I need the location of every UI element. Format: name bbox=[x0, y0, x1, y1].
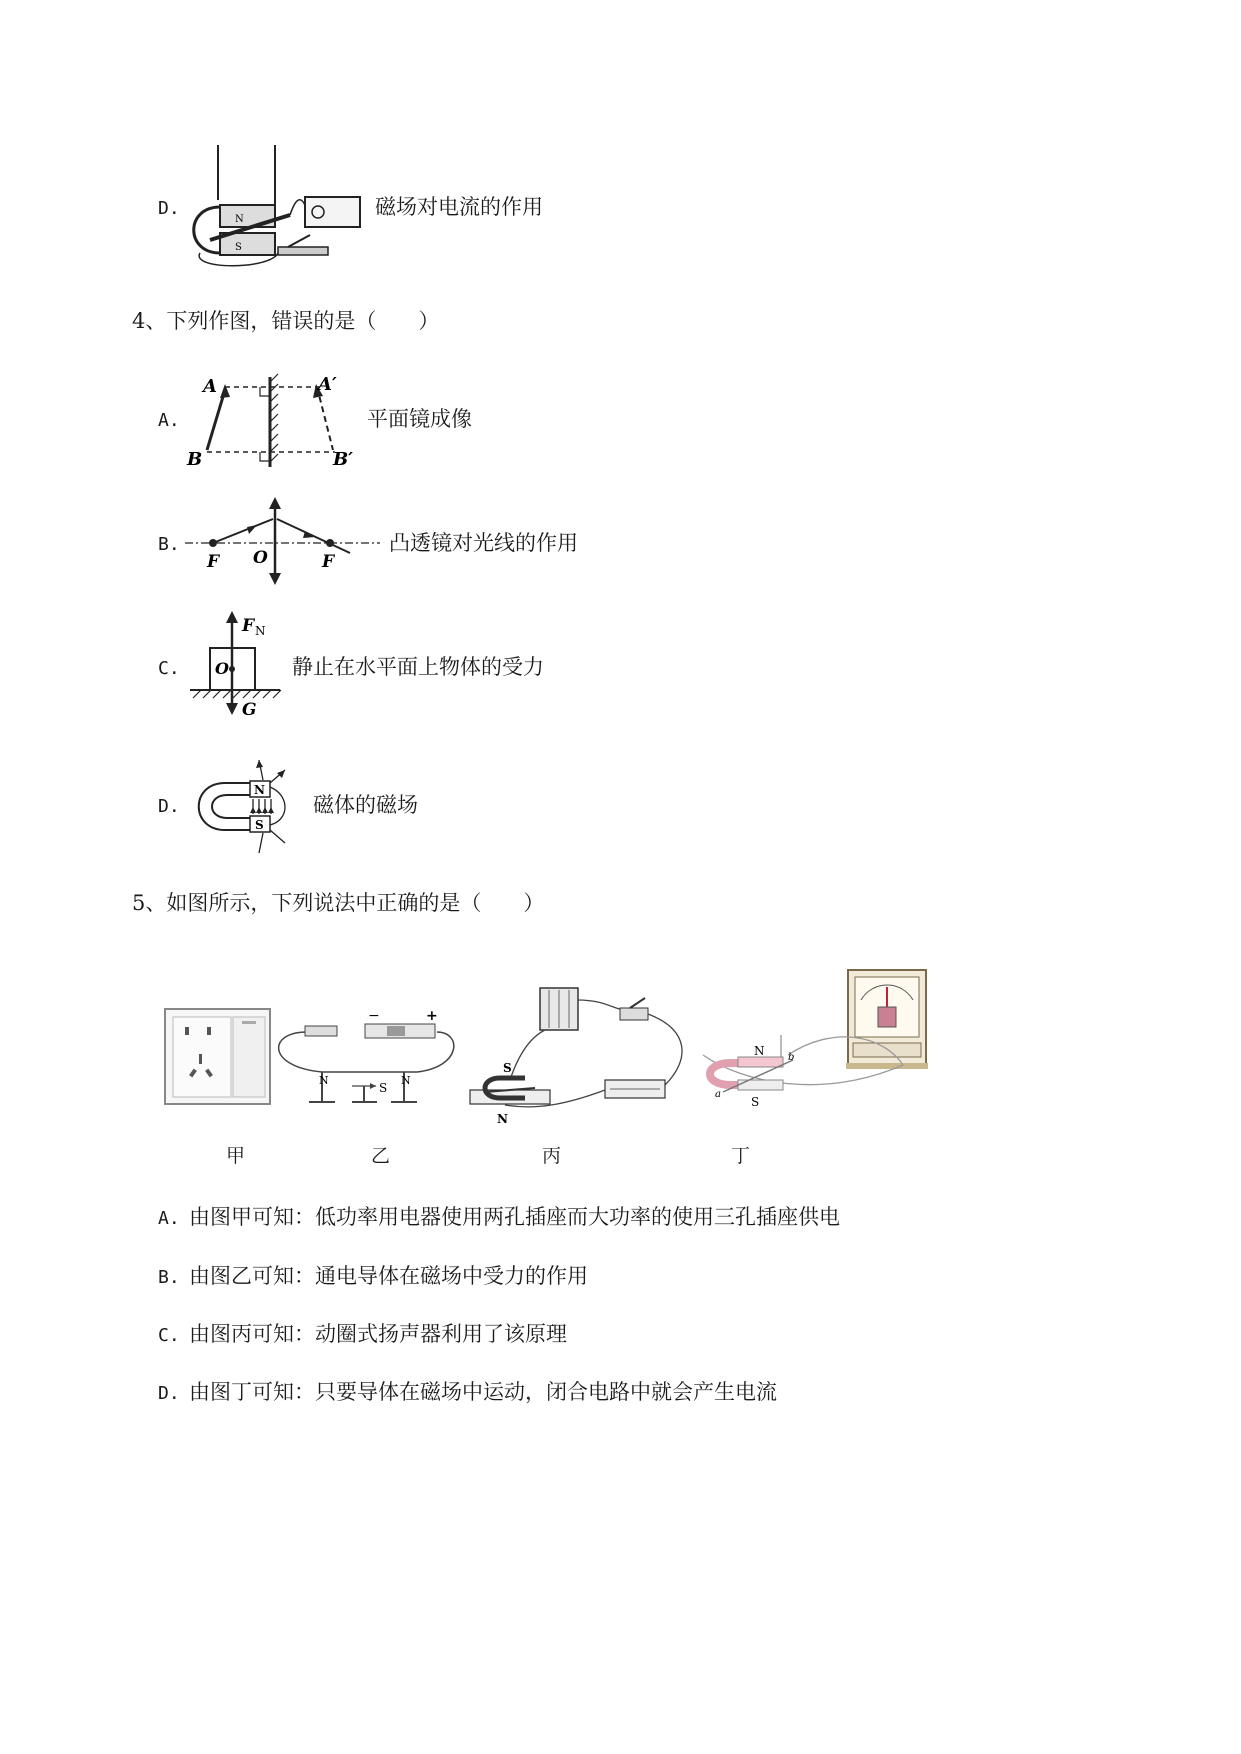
q5-caption-bing: 丙 bbox=[542, 1145, 562, 1167]
q5-b-label: B. bbox=[158, 1267, 180, 1288]
q4-c-figure bbox=[185, 608, 295, 718]
svg-text:+: + bbox=[426, 1008, 438, 1024]
q3-d-label: D. bbox=[158, 198, 180, 219]
q4-b-label: B. bbox=[158, 534, 180, 555]
svg-text:N: N bbox=[319, 1074, 329, 1087]
svg-text:B: B bbox=[187, 449, 203, 470]
q5-c-label: C. bbox=[158, 1325, 180, 1346]
q4-a-label: A. bbox=[158, 410, 180, 431]
q5-stem: 5、如图所示，下列说法中正确的是（ ） bbox=[132, 891, 545, 915]
q5-d-text: 由图丁可知：只要导体在磁场中运动，闭合电路中就会产生电流 bbox=[189, 1380, 777, 1404]
q4-d-text: 磁体的磁场 bbox=[313, 793, 418, 817]
q5-caption-yi: 乙 bbox=[371, 1145, 391, 1167]
svg-text:a: a bbox=[715, 1089, 721, 1100]
svg-text:N: N bbox=[254, 783, 265, 797]
svg-text:N: N bbox=[235, 214, 244, 225]
q4-c-label: C. bbox=[158, 658, 180, 679]
svg-text:N: N bbox=[754, 1044, 765, 1058]
svg-text:N: N bbox=[401, 1074, 411, 1087]
svg-text:F: F bbox=[207, 552, 220, 572]
q4-a-figure bbox=[185, 372, 365, 472]
q4-d-figure bbox=[185, 755, 305, 855]
svg-text:S: S bbox=[503, 1061, 512, 1075]
svg-text:S: S bbox=[751, 1095, 760, 1109]
svg-text:b: b bbox=[788, 1052, 795, 1063]
q4-b-text: 凸透镜对光线的作用 bbox=[389, 531, 578, 555]
q5-a-label: A. bbox=[158, 1208, 180, 1229]
q5-d-label: D. bbox=[158, 1383, 180, 1404]
q5-fig-bing bbox=[465, 980, 695, 1125]
svg-text:A: A bbox=[203, 376, 217, 397]
svg-text:B′: B′ bbox=[333, 449, 353, 470]
svg-text:G: G bbox=[242, 700, 257, 720]
q4-c-text: 静止在水平面上物体的受力 bbox=[292, 655, 544, 679]
q5-caption-jia: 甲 bbox=[226, 1145, 246, 1167]
svg-text:F: F bbox=[322, 552, 335, 572]
q4-a-text: 平面镜成像 bbox=[367, 407, 472, 431]
svg-text:S: S bbox=[255, 818, 264, 832]
svg-text:A′: A′ bbox=[318, 374, 337, 395]
q5-fig-ding bbox=[703, 965, 933, 1125]
q5-fig-jia bbox=[163, 1007, 273, 1107]
q5-fig-yi bbox=[277, 1002, 462, 1122]
q5-b-text: 由图乙可知：通电导体在磁场中受力的作用 bbox=[189, 1264, 588, 1288]
q5-c-text: 由图丙可知：动圈式扬声器利用了该原理 bbox=[189, 1322, 567, 1346]
q4-stem: 4、下列作图，错误的是（ ） bbox=[132, 309, 440, 333]
q4-b-figure bbox=[185, 497, 385, 587]
svg-text:S: S bbox=[235, 242, 242, 253]
svg-text:S: S bbox=[379, 1081, 388, 1095]
q4-d-label: D. bbox=[158, 796, 180, 817]
svg-text:F: F bbox=[242, 616, 255, 636]
svg-text:N: N bbox=[497, 1112, 508, 1126]
svg-text:N: N bbox=[255, 624, 266, 638]
svg-text:O: O bbox=[215, 659, 229, 678]
q3-d-text: 磁场对电流的作用 bbox=[375, 195, 543, 219]
q5-a-text: 由图甲可知：低功率用电器使用两孔插座而大功率的使用三孔插座供电 bbox=[189, 1205, 840, 1229]
svg-text:−: − bbox=[368, 1008, 380, 1024]
svg-text:O: O bbox=[253, 548, 268, 568]
q3-d-figure bbox=[180, 145, 380, 275]
q5-caption-ding: 丁 bbox=[731, 1145, 751, 1167]
